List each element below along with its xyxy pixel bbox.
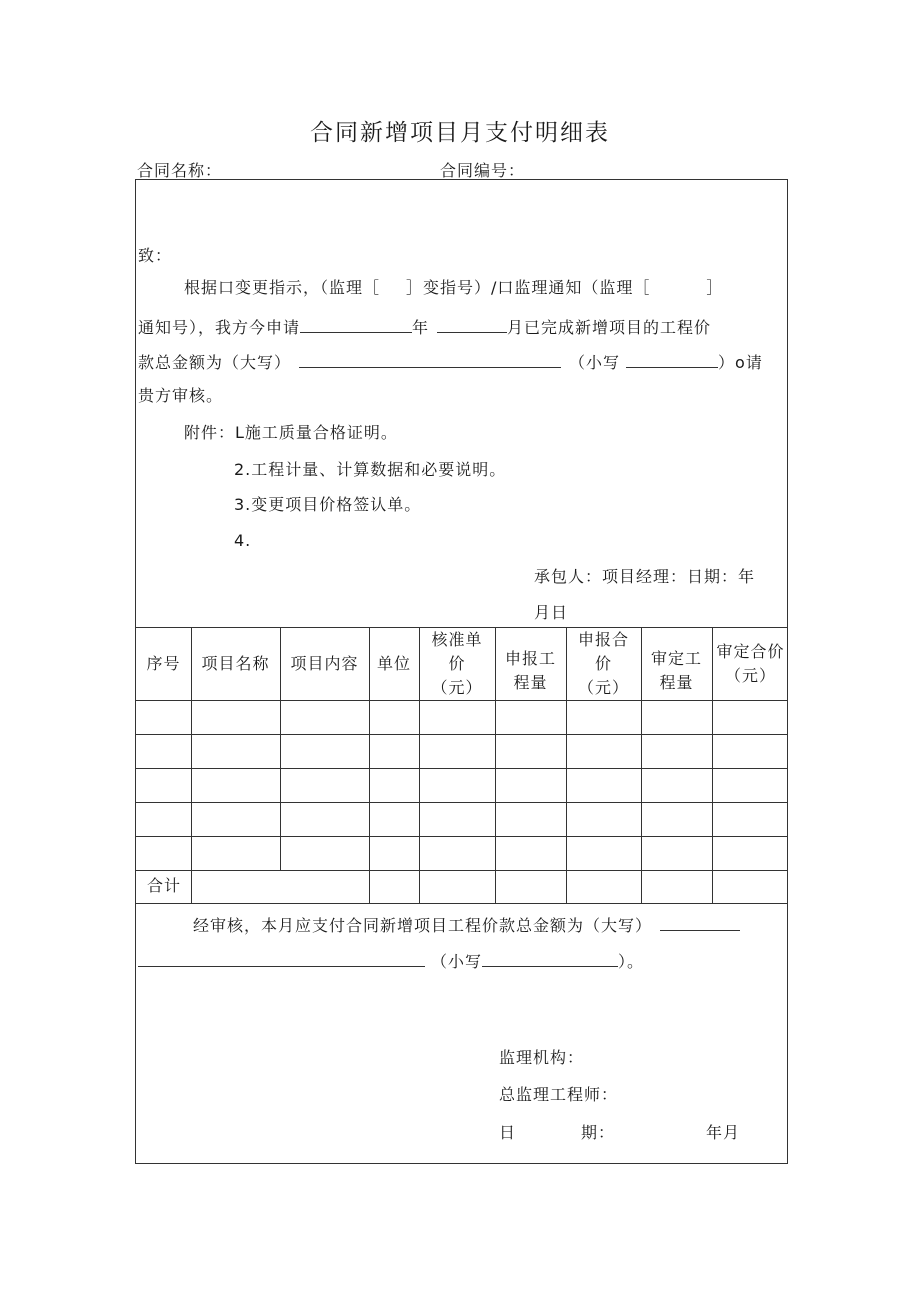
review-date-label-a: 日 <box>499 1123 517 1142</box>
request-line-3: 款总金额为（大写） （小写 ）o请 <box>138 353 763 372</box>
request-line-1: 根据口变更指示，（监理［ ］变指号）/口监理通知（监理［ ］ <box>184 278 724 297</box>
chief-engineer: 总监理工程师： <box>499 1085 619 1104</box>
supervision-org: 监理机构： <box>499 1048 585 1067</box>
contractor-date: 月日 <box>534 603 569 622</box>
attachment-4: 4. <box>234 531 252 550</box>
month-blank <box>437 316 507 333</box>
header-reported-total: 申报合 价 （元） <box>577 630 629 697</box>
header-approved-quantity: 审定工 程量 <box>650 649 702 692</box>
header-reported-quantity: 申报工 程量 <box>504 649 556 692</box>
attachment-3: 3.变更项目价格签认单。 <box>234 495 422 514</box>
review-date-label-c: 年月 <box>706 1123 741 1142</box>
review-date-label-b: 期： <box>581 1123 616 1142</box>
header-approved-unit-price: 核准单 价 （元） <box>431 630 483 697</box>
form-frame <box>135 179 788 1164</box>
header-approved-total: 审定合价 （元） <box>716 642 785 685</box>
contract-name-label: 合同名称： <box>137 161 223 180</box>
review-amount-figures-blank <box>482 950 618 967</box>
review-amount-words-blank-2 <box>138 950 425 967</box>
header-index: 序号 <box>146 654 181 673</box>
review-amount-words-blank <box>660 914 740 931</box>
to-label: 致： <box>138 246 173 265</box>
year-blank <box>300 316 412 333</box>
attachment-2: 2.工程计量、计算数据和必要说明。 <box>234 460 507 479</box>
contractor-signature: 承包人：项目经理：日期：年 <box>534 567 756 586</box>
page-title: 合同新增项目月支付明细表 <box>310 120 610 146</box>
total-label: 合计 <box>147 876 182 895</box>
header-item-name: 项目名称 <box>201 654 270 673</box>
header-unit: 单位 <box>376 654 411 673</box>
amount-figures-blank <box>626 351 718 368</box>
review-line-1: 经审核，本月应支付合同新增项目工程价款总金额为（大写） <box>193 914 740 936</box>
request-line-4: 贵方审核。 <box>138 386 224 405</box>
attachment-1: 附件：L施工质量合格证明。 <box>184 423 398 442</box>
contract-no-label: 合同编号： <box>440 161 526 180</box>
request-line-2: 通知号），我方今申请 年 月已完成新增项目的工程价 <box>138 318 712 337</box>
review-line-2: （小写 ）。 <box>138 950 644 972</box>
header-item-content: 项目内容 <box>290 654 359 673</box>
amount-words-blank <box>299 351 561 368</box>
